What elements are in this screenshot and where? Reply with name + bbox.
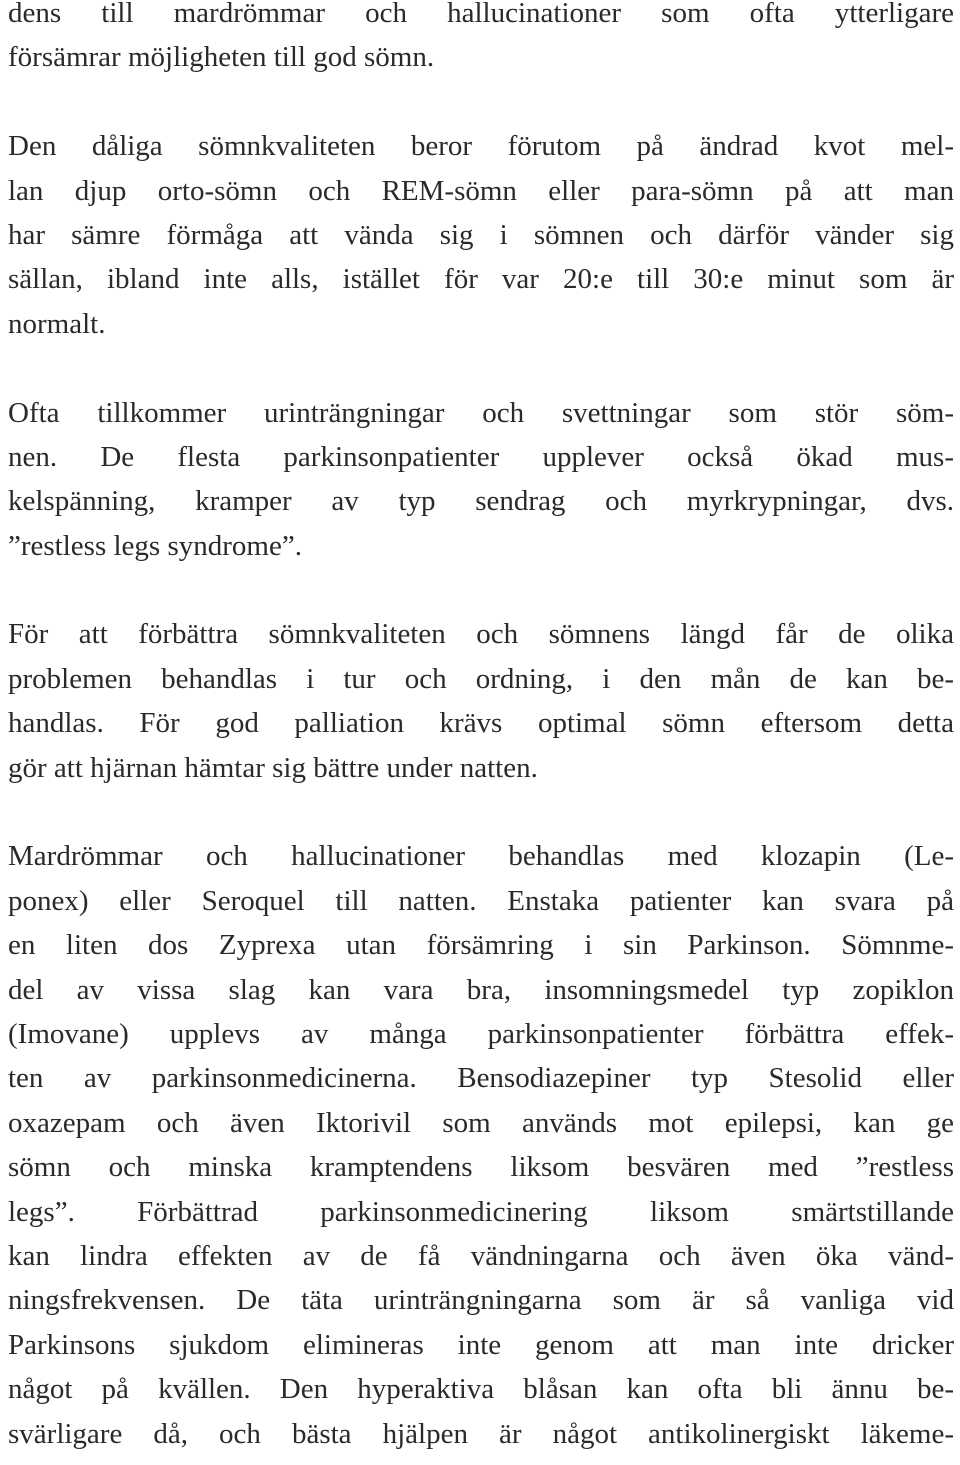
- text-line: (Imovane) upplevs av många parkinsonpatienter förbättra effek-: [8, 1017, 954, 1050]
- text-line: gör att hjärnan hämtar sig bättre under natten.: [8, 751, 538, 784]
- text-line: kelspänning, kramper av typ sendrag och myrkrypningar, dvs.: [8, 485, 954, 518]
- paragraph-gap: [8, 346, 954, 390]
- text-line: Mardrömmar och hallucinationer behandlas med klozapin (Le-: [8, 840, 954, 873]
- text-line: Ofta tillkommer urinträngningar och svettningar som stör söm-: [8, 396, 954, 429]
- paragraph: [8, 834, 954, 1455]
- text-line: normalt.: [8, 307, 106, 340]
- paragraph: [8, 0, 954, 80]
- text-line: något på kvällen. Den hyperaktiva blåsan kan ofta bli ännu be-: [8, 1373, 954, 1406]
- text-line: ten av parkinsonmedicinerna. Bensodiazepiner typ Stesolid eller: [8, 1062, 954, 1095]
- text-line: ningsfrekvensen. De täta urinträngningarna som är så vanliga vid: [8, 1284, 954, 1317]
- text-line: problemen behandlas i tur och ordning, i den mån de kan be-: [8, 662, 954, 695]
- text-line: lan djup orto-sömn och REM-sömn eller para-sömn på att man: [8, 174, 954, 207]
- text-line: försämrar möjligheten till god sömn.: [8, 41, 435, 74]
- paragraph: [8, 124, 954, 346]
- text-line: Den dåliga sömnkvaliteten beror förutom på ändrad kvot mel-: [8, 130, 954, 163]
- paragraph-gap: [8, 80, 954, 124]
- text-line: sällan, ibland inte alls, istället för var 20:e till 30:e minut som är: [8, 263, 954, 296]
- text-line: har sämre förmåga att vända sig i sömnen och därför vänder sig: [8, 218, 954, 251]
- text-line: oxazepam och även Iktorivil som används mot epilepsi, kan ge: [8, 1106, 954, 1139]
- text-line: handlas. För god palliation krävs optimal sömn eftersom detta: [8, 707, 954, 740]
- text-line: För att förbättra sömnkvaliteten och sömnens längd får de olika: [8, 618, 954, 651]
- text-line: kan lindra effekten av de få vändningarna och även öka vänd-: [8, 1239, 954, 1272]
- text-line: Parkinsons sjukdom elimineras inte genom att man inte dricker: [8, 1328, 954, 1361]
- paragraph: [8, 612, 954, 790]
- paragraph: [8, 391, 954, 569]
- text-line: svärligare då, och bästa hjälpen är något antikolinergiskt läkeme-: [8, 1417, 954, 1450]
- text-line: ponex) eller Seroquel till natten. Enstaka patienter kan svara på: [8, 884, 954, 917]
- text-line: sömn och minska kramptendens liksom besvären med ”restless: [8, 1151, 954, 1184]
- paragraph-gap: [8, 790, 954, 834]
- text-line: en liten dos Zyprexa utan försämring i sin Parkinson. Sömnme-: [8, 929, 954, 962]
- text-line: dens till mardrömmar och hallucinationer som ofta ytterligare: [8, 0, 954, 29]
- text-line: legs”. Förbättrad parkinsonmedicinering liksom smärtstillande: [8, 1195, 954, 1228]
- text-line: del av vissa slag kan vara bra, insomningsmedel typ zopiklon: [8, 973, 954, 1006]
- text-line: ”restless legs syndrome”.: [8, 529, 302, 562]
- paragraph-gap: [8, 568, 954, 612]
- text-line: nen. De flesta parkinsonpatienter upplever också ökad mus-: [8, 440, 954, 473]
